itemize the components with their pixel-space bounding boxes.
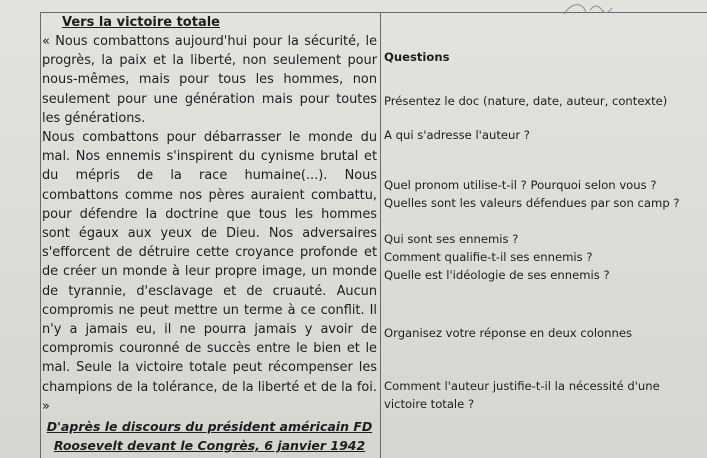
- question-1: Présentez le doc (nature, date, auteur, contexte): [384, 94, 668, 108]
- question-9: Comment l'auteur justifie-t-il la nécessité d'une victoire totale ?: [384, 379, 660, 411]
- question-4: Quelles sont les valeurs défendues par son camp ?: [384, 196, 680, 210]
- document-paragraph-1: « Nous combattons aujourd'hui pour la sécurité, le progrès, la paix et la liberté, non seulement pour nous-mêmes, mais pour tous les hommes, non seulement pour une génération mais pour toutes les générations.: [42, 34, 377, 126]
- document-source: D'après le discours du président américain FD Roosevelt devant le Congrès, 6 janvier 1942: [46, 419, 373, 454]
- questions-column: [384, 48, 702, 413]
- questions-title: Questions: [384, 50, 450, 64]
- column-divider: [380, 12, 381, 458]
- question-5: Qui sont ses ennemis ?: [384, 232, 519, 246]
- question-2: A qui s'adresse l'auteur ?: [384, 128, 530, 142]
- question-7: Quelle est l'idéologie de ses ennemis ?: [384, 268, 610, 282]
- document-title: Vers la victoire totale: [62, 15, 220, 30]
- pen-doodle-icon: [560, 0, 620, 20]
- table-left-border: [40, 12, 41, 458]
- question-6: Comment qualifie-t-il ses ennemis ?: [384, 250, 593, 264]
- document-paragraph-2: Nous combattons pour débarrasser le monde du mal. Nos ennemis s'inspirent du cynisme brutal et du mépris de la race humaine(...). Nous combattons comme nos pères auraient combattu, pour défendre la doctrine que tous les hommes sont égaux aux yeux de Dieu. Nos adversaires s'efforcent de détruire cette croyance profonde et de créer un monde à leur propre image, un monde de tyrannie, d'esclavage et de cruauté. Aucun compromis ne peut mettre un terme à ce conflit. Il n'y a jamais eu, il ne pourra jamais y avoir de compromis couronné de succès entre le bien et le mal. Seule la victoire totale peut récompenser les champions de la tolérance, de la liberté et de la foi. »: [42, 130, 377, 414]
- question-8: Organisez votre réponse en deux colonnes: [384, 326, 633, 340]
- question-3: Quel pronom utilise-t-il ? Pourquoi selon vous ?: [384, 178, 657, 192]
- document-text: [42, 14, 377, 455]
